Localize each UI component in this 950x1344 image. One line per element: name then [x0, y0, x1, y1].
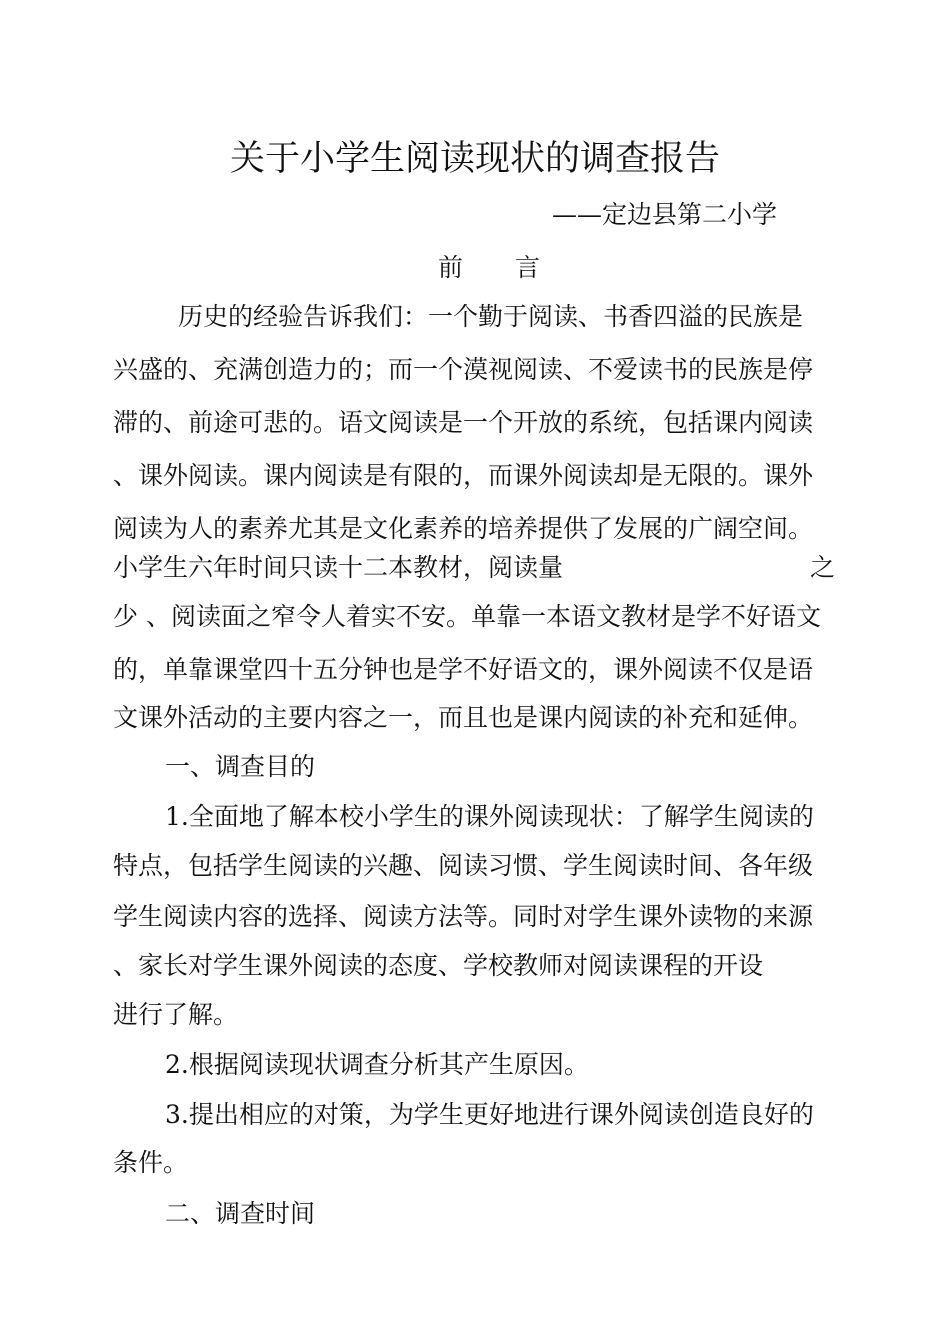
body-line: 2.根据阅读现状调查分析其产生原因。: [165, 1050, 589, 1079]
body-line: 滞的、前途可悲的。语文阅读是一个开放的系统，包括课内阅读: [113, 408, 814, 437]
body-line: 1.全面地了解本校小学生的课外阅读现状：了解学生阅读的: [165, 802, 814, 831]
body-line: 兴盛的、充满创造力的；而一个漠视阅读、不爱读书的民族是停: [113, 355, 814, 384]
body-line: 进行了解。: [113, 1000, 239, 1029]
preface-heading-right: 言: [515, 253, 541, 282]
body-line: 的，单靠课堂四十五分钟也是学不好语文的，课外阅读不仅是语: [113, 655, 814, 684]
document-subtitle: ——定边县第二小学: [552, 200, 778, 229]
body-line: 阅读为人的素养尤其是文化素养的培养提供了发展的广阔空间。: [113, 514, 814, 543]
body-line: 文课外活动的主要内容之一，而且也是课内阅读的补充和延伸。: [113, 703, 814, 732]
body-line: 特点，包括学生阅读的兴趣、阅读习惯、学生阅读时间、各年级: [113, 851, 814, 880]
body-line-tail: 之: [810, 553, 836, 582]
body-line: 、课外阅读。课内阅读是有限的，而课外阅读却是无限的。课外: [113, 461, 814, 490]
section-heading: 二、调查时间: [165, 1199, 316, 1228]
body-line: 小学生六年时间只读十二本教材，阅读量: [113, 553, 564, 582]
preface-heading-left: 前: [438, 253, 464, 282]
preface-heading: [438, 250, 540, 286]
body-line: 历史的经验告诉我们：一个勤于阅读、书香四溢的民族是: [178, 302, 804, 331]
body-line: 3.提出相应的对策，为学生更好地进行课外阅读创造良好的: [165, 1100, 814, 1129]
body-line: 条件。: [113, 1148, 189, 1177]
body-line: 、家长对学生课外阅读的态度、学校教师对阅读课程的开设: [113, 951, 764, 980]
body-line: 少 、阅读面之窄令人着实不安。单靠一本语文教材是学不好语文: [113, 602, 821, 631]
body-line: 学生阅读内容的选择、阅读方法等。同时对学生课外读物的来源: [113, 902, 814, 931]
document-title: 关于小学生阅读现状的调查报告: [229, 139, 720, 179]
section-heading: 一、调查目的: [165, 752, 316, 781]
